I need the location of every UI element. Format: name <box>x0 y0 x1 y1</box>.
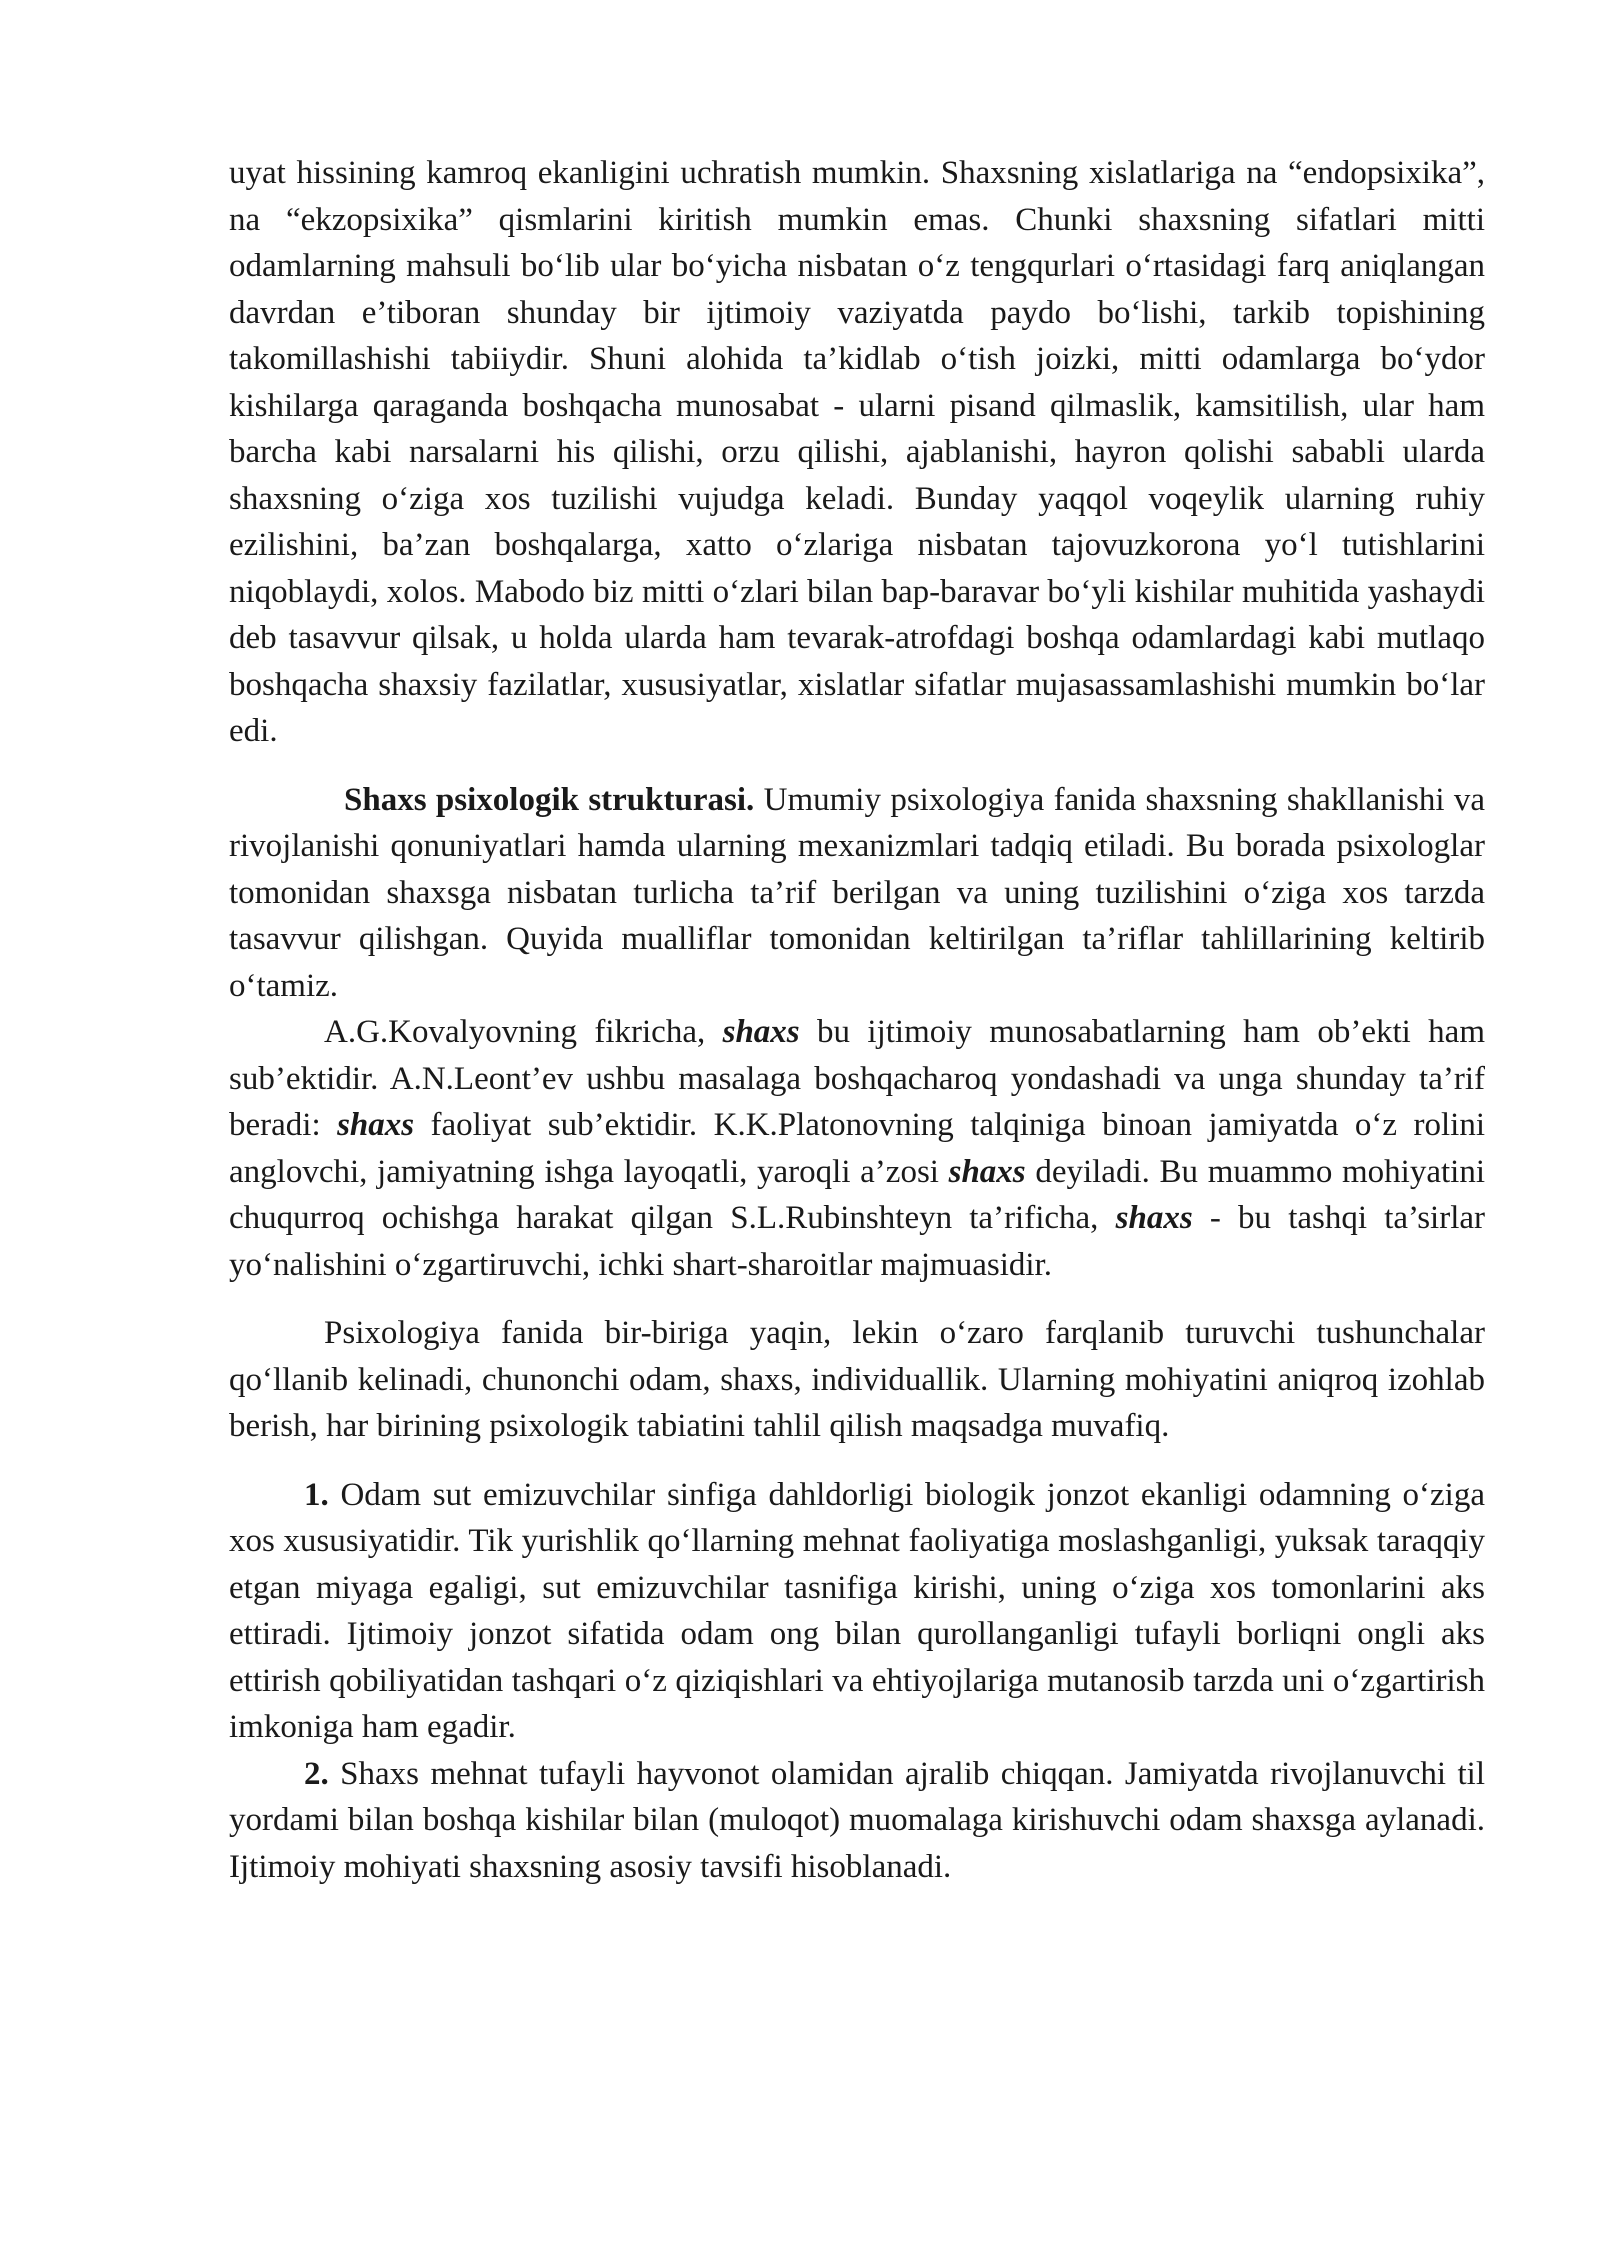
definitions-text-c: faoliyat sub’ektidir. K.K.Platonovning talqiniga binoan jamiyatda o‘z rolini anglovchi, jamiyatning ishga layoqatli, yaroqli a’zosi <box>229 1107 1485 1190</box>
definitions-text-b: bu ijtimoiy munosabatlarning ham ob’ekti ham sub’ektidir. A.N.Leont’ev ushbu masalaga boshqacharoq yondashadi va unga shunday ta’rif beradi: <box>229 1014 1486 1143</box>
term-shaxs: shaxs <box>337 1107 415 1143</box>
list-item-2 <box>229 1751 1485 1891</box>
list-item-text: Shaxs mehnat tufayli hayvonot olamidan ajralib chiqqan. Jamiyatda rivojlanuvchi til yordami bilan boshqa kishilar bilan (muloqot) muomalaga kirishuvchi odam shaxsga aylanadi. Ijtimoiy mohiyati shaxsning asosiy tavsifi hisoblanadi. <box>229 1755 1485 1885</box>
list-item-1 <box>229 1472 1485 1751</box>
definitions-text-a: A.G.Kovalyovning fikricha, <box>324 1014 723 1050</box>
term-shaxs: shaxs <box>722 1014 800 1050</box>
term-shaxs: shaxs <box>948 1153 1026 1190</box>
section-heading: Shaxs psixologik strukturasi. <box>344 781 755 818</box>
document-page <box>229 150 1485 1890</box>
term-shaxs: shaxs <box>1115 1200 1193 1236</box>
paragraph-definitions <box>229 1009 1485 1288</box>
list-number: 2. <box>304 1755 329 1792</box>
list-number: 1. <box>304 1476 329 1513</box>
paragraph-structure-text: Umumiy psixologiya fanida shaxsning shakllanishi va rivojlanishi qonuniyatlari hamda ularning mexanizmlari tadqiq etiladi. Bu borada psixologlar tomonidan shaxsga nisbatan turlicha ta’rif berilgan va uning tuzilishini o‘ziga xos tarzda tasavvur qilishgan. Quyida mualliflar tomonidan keltirilgan ta’riflar tahlillarining keltirib o‘tamiz. <box>229 781 1485 1004</box>
list-item-text: Odam sut emizuvchilar sinfiga dahldorligi biologik jonzot ekanligi odamning o‘ziga xos xususiyatidir. Tik yurishlik qo‘llarning mehnat faoliyatiga moslashganligi, yuksak taraqqiy etgan miyaga egaligi, sut emizuvchilar tasnifiga kirishi, uning o‘ziga xos tomonlarini aks ettiradi. Ijtimoiy jonzot sifatida odam ong bilan qurollanganligi tufayli borliqni ongli aks ettirish qobiliyatidan tashqari o‘z qiziqishlari va ehtiyojlariga mutanosib tarzda uni o‘zgartirish imkoniga ham egadir. <box>229 1476 1485 1745</box>
paragraph-concepts: Psixologiya fanida bir-biriga yaqin, lekin o‘zaro farqlanib turuvchi tushunchalar qo‘llanib kelinadi, chunonchi odam, shaxs, individuallik. Ularning mohiyatini aniqroq izohlab berish, har birining psixologik tabiatini tahlil qilish maqsadga muvafiq. <box>229 1315 1485 1444</box>
definitions-text-e: - bu tashqi ta’sirlar yo‘nalishini o‘zgartiruvchi, ichki shart-sharoitlar majmuasidir. <box>229 1200 1486 1283</box>
paragraph-intro: uyat hissining kamroq ekanligini uchratish mumkin. Shaxsning xislatlariga na “endopsixika”, na “ekzopsixika” qismlarini kiritish mumkin emas. Chunki shaxsning sifatlari mitti odamlarning mahsuli bo‘lib ular bo‘yicha nisbatan o‘z tengqurlari o‘rtasidagi farq aniqlangan davrdan e’tiboran shunday bir ijtimoiy vaziyatda paydo bo‘lishi, tarkib topishining takomillashishi tabiiydir. Shuni alohida ta’kidlab o‘tish joizki, mitti odamlarga bo‘ydor kishilarga qaraganda boshqacha munosabat - ularni pisand qilmaslik, kamsitilish, ular ham barcha kabi narsalarni his qilishi, orzu qilishi, ajablanishi, hayron qolishi sababli ularda shaxsning o‘ziga xos tuzilishi vujudga keladi. Bunday yaqqol voqeylik ularning ruhiy ezilishini, ba’zan boshqalarga, xatto o‘zlariga nisbatan tajovuzkorona yo‘l tutishlarini niqoblaydi, xolos. Mabodo biz mitti o‘zlari bilan bap-baravar bo‘yli kishilar muhitida yashaydi deb tasavvur qilsak, u holda ularda ham tevarak-atrofdagi boshqa odamlardagi kabi mutlaqo boshqacha shaxsiy fazilatlar, xususiyatlar, xislatlar sifatlar mujasassamlashishi mumkin bo‘lar edi. <box>229 155 1485 749</box>
paragraph-structure <box>229 777 1485 1010</box>
definitions-text-d: deyiladi. Bu muammo mohiyatini chuqurroq ochishga harakat qilgan S.L.Rubinshteyn ta’rificha, <box>229 1153 1485 1236</box>
